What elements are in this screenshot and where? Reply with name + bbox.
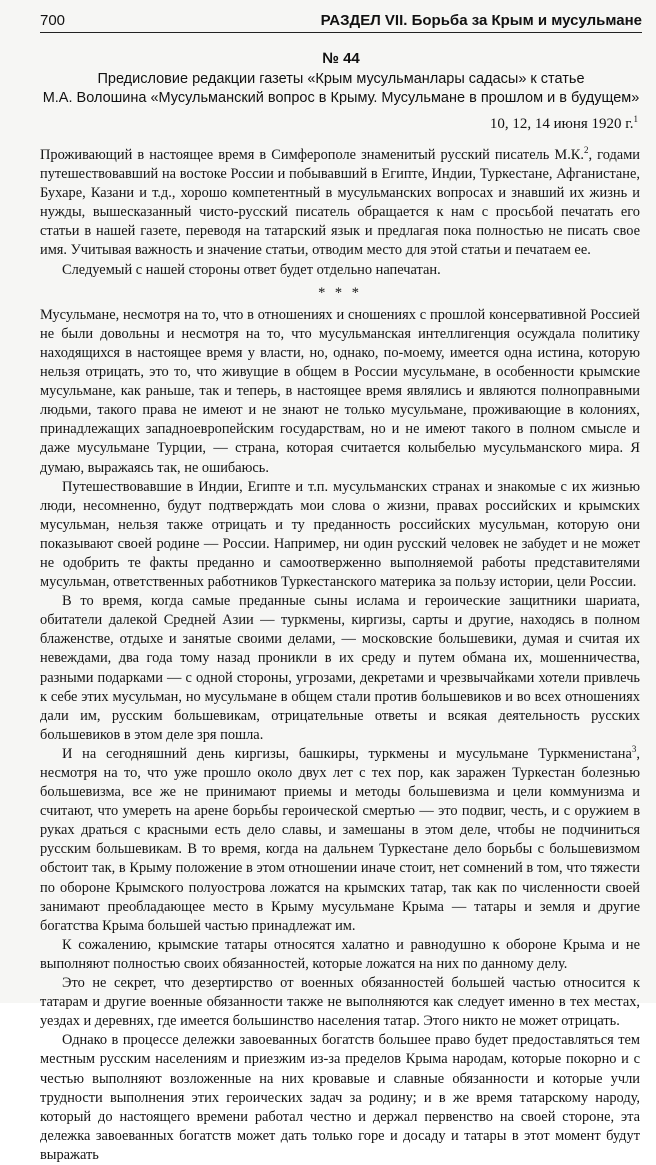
article-paragraph-6: Это не секрет, что дезертирство от военных обязанностей большей частью относится к татарам и другие военные обязанности также не выполняются как следует именно в тех местах, уездах и деревнях, где имеется большинство населения татар. Этого никто не может отрицать. [40,975,640,1030]
document-body [40,146,640,1165]
article-paragraph-3: В то время, когда самые преданные сыны ислама и героические защитники шариата, обитатели далекой Средней Азии — туркмены, киргизы, сарты и другие, находясь в полном блаженстве, отдыхе и занятые своими делами, — московские большевики, думая и считая их невеждами, два года тому назад проникли в их среду и путем обмана их, мошенничества, разными подарками — с одной стороны, угрозами, декретами и чрезвычайками хотели привлечь к себе этих мусульман, но мусульмане в общем стали против большевиков и во всех отношениях дали им, русским большевикам, отрицательные ответы и всякая деятельность русских большевиков в этом деле зря пошла. [40,593,640,743]
article-paragraph-2: Путешествовавшие в Индии, Египте и т.п. мусульманских странах и знакомые с их жизнью люди, несомненно, будут подтверждать мои слова о жизни, правах российских и крымских мусульман, нельзя также отрицать и ту преданность российских мусульман, которую они показывают своей родине — России. Например, ни один русский человек не забудет и не может не одобрить те факты преданно и самоотверженно выполняемой работы представителями мусульман, ответственных работников Туркестанского материка за пользу истории, цели России. [40,478,640,591]
document-title [40,70,642,108]
document-title-line-1: Предисловие редакции газеты «Крым мусульманлары садасы» к статье [97,71,585,87]
page-number: 700 [40,12,66,29]
preface-paragraph-2: Следуемый с нашей стороны ответ будет отдельно напечатан. [62,261,441,278]
document-number: № 44 [322,50,360,67]
section-separator: * * * [318,284,362,301]
document-date [490,116,638,133]
article-paragraph-4: И на сегодняшний день киргизы, башкиры, туркмены и мусульмане Туркменистана$^3$, несмотря на то, что уже прошло около двух лет с тех пор, как заражен Туркестан болезнью большевизма, все же не принимают приемы и методы большевизма и цели коммунизма и считают, что умереть на арене борьбы героической смертью — это подвиг, честь, и с оружием в руках драться с красными есть дело славы, и замешаны в этом деле, чтобы не подчиниться русским большевикам. В то время, когда на дальнем Туркестане дело борьбы с большевизмом обстоит так, в Крыму положение в этом отношении иначе стоит, нет сомнений в том, что тяжести по обороне Крымского полуострова ложатся на крымских татар, так как по численности своей занимают преобладающее место в Крыму мусульмане Крыма — татары и земля и другие богатства Крыма большей частью принадлежат им. [40,744,640,934]
document-date-text: 10, 12, 14 июня 1920 г. [489,116,634,132]
running-header [40,10,642,33]
article-paragraph-1: Мусульмане, несмотря на то, что в отношениях и сношениях с прошлой консервативной Россией не были довольны и несмотря на то, что мусульманская интеллигенция осуждала политику находящихся в настоящее время у власти, но, однако, по-моему, имеется одна истина, которую нельзя отрицать, это то, что живущие в общем в России мусульмане, в особенности крымские мусульмане, как раньше, так и теперь, в настоящее время являлись и являются полноправными людьми, такого права не имеют и не знают не только мусульмане, проживающие в колониях, принадлежащих западноевропейским государствам, но и не имеют такого в полном смысле и даже мусульмане Турции, — страна, которая считается колыбелью мусульманского мира. Я думаю, выражаясь так, не ошибаюсь. [40,306,640,476]
footnote-ref-1: 1 [633,114,638,124]
document-title-line-2: М.А. Волошина «Мусульманский вопрос в Крыму. Мусульмане в прошлом и в будущем» [42,90,640,106]
article-paragraph-7: Однако в процессе дележки завоеванных богатств большее право будет предоставляться тем местным русским населениям и приезжим из-за пределов Крыма народам, которые покорно и с честью выполняют возложенные на них кровавые и славные обязанности и которые учли трудности выполнения этих героических задач за родину; и в же время татарскому народу, который до настоящего времени работал честно и держал первенство на своей стороне, эта дележка завоеванных богатств может дать только горе и досаду и татары в этот момент будут выражать [40,1032,640,1163]
footnote-ref-3: 3 [631,744,637,755]
article-paragraph-5: К сожалению, крымские татары относятся халатно и равнодушно к обороне Крыма и не выполняют полностью своих обязанностей, которые ложатся на них по данному делу. [40,936,640,972]
footnote-ref-2: 2 [584,145,589,156]
section-title: РАЗДЕЛ VII. Борьба за Крым и мусульмане [320,12,642,29]
preface-paragraph-1: Проживающий в настоящее время в Симферополе знаменитый русский писатель М.К.$^2$, годами путешествовавший на востоке России и побывавший в Египте, Индии, Туркестане, Афганистане, Бухаре, Казани и т.д., хорошо компетентный в мусульманских вопросах и знавший их жизнь и нужды, вышесказанный чисто-русский писатель обращается к нам с просьбой печатать его статьи в нашей газете, переводя на татарский язык и предлагая пока полностью не писать свое имя. Учитывая важность и значение статьи, отводим место для этой статьи и печатаем ее. [40,145,641,259]
